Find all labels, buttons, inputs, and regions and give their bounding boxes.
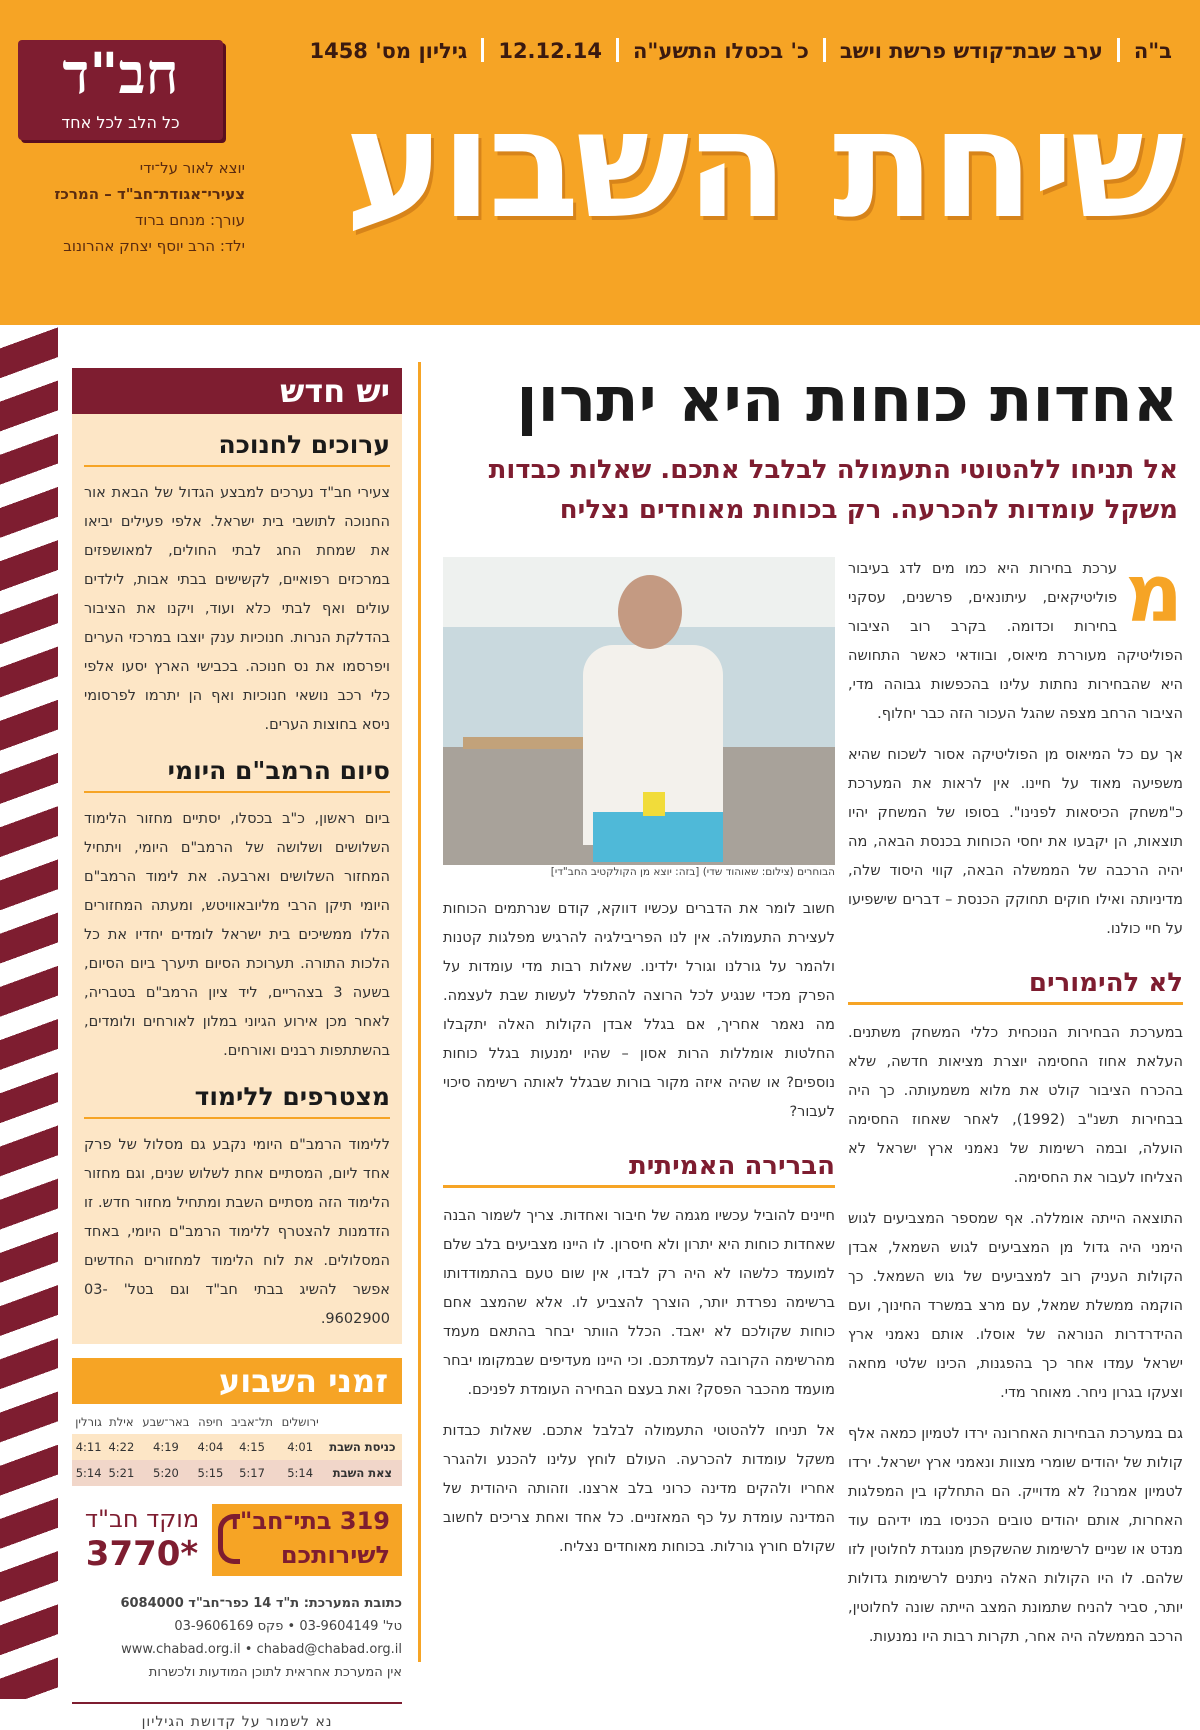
sidebar-section-join <box>84 1066 390 1334</box>
time-cell: 5:14 <box>72 1460 105 1486</box>
issue-date: 12.12.14 <box>498 39 602 63</box>
issue-bh: ב"ה <box>1133 39 1172 63</box>
paragraph-text: ערכת בחירות היא כמו מים לדג בעיבור פוליטיקאים, עיתונאים, פרשנים, עסקני בחירות וכדומה. בקרב רוב הציבור הפוליטיקה מעוררת מיאוס, ובוודאי כאשר התחושה היא שהבחירות נחתות עלינו בהכפשות גבוהה מדי, הציבור הרחב מצפה שהגל העכור הזה כבר יחלוף. <box>848 561 1183 722</box>
times-row <box>72 1460 402 1486</box>
article-paragraph: חשוב לומר את הדברים עכשיו דווקא, קודם שנרתמים הכוחות לעצירת התעמולה. אין לנו הפריבילגיה להרגיש מפלגות קטנות ולהמר על גורלנו וגורל ילדינו. שאלות רבות מדי עומדות על הפרק מכדי שנגיע לכל הרוצה להתפלל לעשות שבת לעצמה. מה נאמר אחריך, אם בגלל אבדן הקולות האלה יתקבלו החלטות אומללות הרות אסון – שהיו ימנעות בגלל כוחות נוספים? או שהיה איזה מקור בורות שבגלל לאותה רשימה סיכוי לעבור? <box>443 901 835 1120</box>
section-subtitle: לא להימורים <box>848 956 1183 1005</box>
shabbat-times-box <box>72 1358 402 1486</box>
issue-separator <box>616 38 619 62</box>
sidebar-section-title: מצטרפים ללימוד <box>84 1066 390 1119</box>
article-paragraph <box>848 547 1183 729</box>
time-cell: 5:17 <box>227 1460 278 1486</box>
photo-voter-head <box>618 575 682 649</box>
times-column-header: ירושלים <box>281 1415 319 1429</box>
times-column-header <box>323 1410 402 1434</box>
times-column-header: גורלין <box>75 1415 102 1429</box>
credit-line: עורך: מנחם ברוד <box>135 211 245 229</box>
time-cell: 4:04 <box>194 1434 226 1460</box>
sanctity-notice: נא לשמור על קדושת הגיליון <box>72 1702 402 1730</box>
newspaper-title: שיחת השבוע <box>344 78 1180 252</box>
section-subtitle: הברירה האמיתית <box>443 1139 835 1188</box>
shabbat-times-table <box>72 1410 402 1486</box>
contact-line: אין המערכת אחראית לתוכן המודעות ולכשרות <box>148 1665 402 1680</box>
hotline-label: מוקד חב"ד <box>84 1505 200 1533</box>
logo-name: חב"ד <box>62 41 179 107</box>
article-paragraph: במערכת הבחירות הנוכחית כללי המשחק משתנים. העלאת אחוז החסימה יוצרת מציאות חדשה, שלא בהכרח הציבור קולט את מלוא משמעותה. כך היה בבחירות תשנ"ב (1992), לאחר שאחוז החסימה הועלה, ובמה רשימות של נאמני ארץ ישראל לא הצליחו לעבור את החסימה. <box>848 1025 1183 1186</box>
photo-desk <box>463 737 583 749</box>
column-divider <box>418 362 421 1662</box>
times-row-label: כניסת השבת <box>323 1434 402 1460</box>
chabad-logo[interactable] <box>18 40 223 140</box>
photo-ballot-envelope <box>643 792 665 816</box>
publisher-credits <box>20 155 245 259</box>
time-cell: 5:14 <box>277 1460 322 1486</box>
time-cell: 5:20 <box>138 1460 195 1486</box>
issue-separator <box>823 38 826 62</box>
article-paragraph: חיינים להוביל עכשיו מגמה של חיבור ואחדות. צריך לשמור הבנה שאחדות כוחות היא יתרון ולא חיסרון. לו היינו מצביעים בלב שלם למועמד כלשהו לא היה רק לבדו, אין שום טעם בהתמודדותו ברשימה נפרדת יותר, הוצרך להצביע לו. אלא שהמצב אחם כוחות שקולכם לא יאבד. הכלל הוותר יבחר בהתאם מעמד מהרשימה הקרובה לעמדתכם. וכי היינו מעדיפים שבמקומו יבחר מועמד מהכבר הפסק? ואת בעצם הבחירה העומדת לפניכם. <box>443 1208 835 1398</box>
hotline-main-text: 319 בתי־חב"ד לשירותכם <box>225 1507 390 1569</box>
sidebar-section-title: סיום הרמב"ם היומי <box>84 740 390 793</box>
article-column-right <box>848 547 1183 1664</box>
credit-line: יוצא לאור על־ידי <box>139 159 245 177</box>
sidebar-section-title: ערוכים לחנוכה <box>84 414 390 467</box>
article-paragraph: גם במערכת הבחירות האחרונה ירדו לטמיון כמאה אלף קולות של יהודים שומרי מצוות ונאמני ארץ ישראל. ירדו לטמיון אמרנו? לא מדוייק. הם התחלקו בין המפלגות האחרות, אותם יהודים טובים הכניסו במו ידיהם עוד מנדט או שניים לרשימות שהשקפתן מנוגדת לחלוטין לזו שלהם. לו היו הקולות האלה ניתנים לרשימות גדולות יותר, סביר להניח שתמונת המצב הייתה שונה לחלוטין, הרכב הממשלה היה אחר, תקרות רבות היו נמנעות. <box>848 1426 1183 1645</box>
times-header-row <box>72 1410 402 1434</box>
times-column-header: אילת <box>109 1415 134 1429</box>
issue-parasha: ערב שבת־קודש פרשת וישב <box>839 39 1103 63</box>
issue-separator <box>1117 38 1120 62</box>
article-paragraph: אל תניחו ללהטוטי התעמולה לבלבל אתכם. שאלות כבדות משקל עומדות להכרעה. העולם לוחץ עלינו להכנע ולהגרר אחריו ולהקים מדינה כרוני בלב ארצנו. וזהותה היהודית של המדינה עומדת על כף המאזניים. כל אחד ואחת צריכים לחשוב שקולם חורץ גורלות. בכוחות מאוחדים נצליח. <box>443 1423 835 1555</box>
editorial-contact <box>72 1592 402 1684</box>
issue-number: גיליון מס' 1458 <box>309 39 468 63</box>
time-cell: 5:21 <box>105 1460 137 1486</box>
time-cell: 4:15 <box>227 1434 278 1460</box>
issue-hebrew-date: כ' בכסלו התשע"ה <box>632 39 809 63</box>
time-cell: 4:01 <box>277 1434 322 1460</box>
times-column-header: חיפה <box>198 1415 223 1429</box>
shabbat-times-header: זמני השבוע <box>72 1358 402 1404</box>
chabad-hotline-ad[interactable] <box>72 1504 402 1576</box>
times-column-header: תל־אביב <box>231 1415 273 1429</box>
decorative-stripes <box>0 325 58 1699</box>
drop-cap: מ <box>1125 547 1183 640</box>
masthead <box>0 0 1200 325</box>
hotline-number-box <box>72 1504 212 1576</box>
credit-line: צעירי־אגודת־חב"ד – המרכז <box>54 185 245 203</box>
sidebar-section-text: ביום ראשון, כ"ב בכסלו, יסתיים מחזור הלימוד השלושים ושלושה של הרמב"ם היומי, ויתחיל המחזור השלושים וארבעה. את לימוד הרמב"ם היומי תיקן הרבי מליובאוויטש, ומעתה המחזורים הללו ממשיכים בית ישראל לומדים יחדיו את כל הלכות התורה. תערוכת הסיום תיערך ביום הסיום, בשעה 3 בצהריים, ליד ציון הרמב"ם בטבריה, לאחר מכן אירוע הגיוני במלון לאורחים ולומדים, בהשתתפות רבנים ואורחים. <box>84 811 390 1059</box>
article-subhead: אל תניחו ללהטוטי התעמולה לבלבל אתכם. שאלות כבדות משקל עומדות להכרעה. רק בכוחות מאוחדים נצליח <box>488 455 1178 525</box>
issue-separator <box>481 38 484 62</box>
time-cell: 4:19 <box>138 1434 195 1460</box>
article-headline: אחדות כוחות היא יתרון <box>516 363 1178 436</box>
times-row-label: צאת השבת <box>323 1460 402 1486</box>
times-column-header: באר־שבע <box>142 1415 190 1429</box>
issue-line <box>309 38 1172 63</box>
sidebar-section-text: צעירי חב"ד נערכים למבצע הגדול של הבאת אור החנוכה לתושבי בית ישראל. אלפי פעילים יביאו את שמחת החג לבתי החולים, למאושפזים במרכזים רפואיים, לקשישים בבתי אבות, לילדים עולים ואף לבתי כלא ועוד, ויקנו את הציבור בהדלקת הנרות. חנוכיות ענק יוצבו במרכזי הערים ויפרסמו את נס חנוכה. בכבישי הארץ יסעו אלפי כלי רכב נושאי חנוכיות ואף הן יתרמו לפרסומי ניסא בחוצות הערים. <box>84 485 390 733</box>
time-cell: 4:11 <box>72 1434 105 1460</box>
times-row <box>72 1434 402 1460</box>
logo-slogan: כל הלב לכל אחד <box>61 113 180 132</box>
article-photo <box>443 557 835 865</box>
phone-handset-icon <box>218 1514 240 1564</box>
photo-ballot-box <box>593 812 723 862</box>
contact-line: כתובת המערכת: ת"ד 14 כפר־חב"ד 6084000 <box>120 1596 402 1611</box>
hotline-banner <box>212 1504 402 1576</box>
sidebar-header: יש חדש <box>72 368 402 414</box>
sidebar-section-hanukkah <box>84 414 390 740</box>
article-paragraph: התוצאה הייתה אומללה. אף שמספר המצביעים לגוש הימני היה גדול מן המצביעים לגוש השמאל, אבדן הקולות העניק רוב למצביעים של גוש השמאל. כך הוקמה ממשלת שמאל, עם מרצ במשרד החינוך, ועם ההידרדרות הנוראה של אוסלו. אותם נאמני ארץ ישראל עמדו אחר כך בהפגנות, הכינו שלטי מחאה וצעקו בגרון ניחר. מאוחר מדי. <box>848 1211 1183 1401</box>
credit-line: ילד: הרב יוסף יצחק אהרונוב <box>63 237 245 255</box>
sidebar-section-rambam <box>84 740 390 1066</box>
contact-web-email[interactable]: www.chabad.org.il • chabad@chabad.org.il <box>121 1642 402 1657</box>
sidebar-body <box>72 414 402 1344</box>
time-cell: 5:15 <box>194 1460 226 1486</box>
article-paragraph: אך עם כל המיאוס מן הפוליטיקה אסור לשכוח שהיא משפיעה מאוד על חיינו. אין לראות את המערכת כ"משחק הכיסאות לפנינו". בסופו של המשחק יהיו תוצאות, הן יקבעו את יחסי הכוחות בכנסת הבאה, מה יהיה הרכבה של הממשלה הבאה, קווי היסוד שלה, מדיניותה ואילו חוקים תחוקק הכנסת – דברים שישפיעו על חיי כולנו. <box>848 747 1183 937</box>
photo-caption: הבוחרים (צילום: שאוהוד שדי) [בזה: יוצא מן הקולקטיב החב"די] <box>550 866 835 878</box>
sidebar-section-text: ללימוד הרמב"ם היומי נקבע גם מסלול של פרק אחד ליום, המסתיים אחת לשלוש שנים, וגם מחזור הלימוד הזה מסתיים השבת ומתחיל מחזור חדש. זו הזדמנות להצטרף ללימוד הרמב"ם היומי, באחד המסלולים. את לוח הלימוד למחזורים החדשים אפשר להשיג בבתי חב"ד וגם בטל' 03-9602900. <box>84 1137 390 1327</box>
news-sidebar <box>72 368 402 1730</box>
article-column-left <box>443 895 835 1574</box>
hotline-number[interactable]: *3770 <box>85 1534 199 1574</box>
contact-line: טל' 03-9604149 • פקס 03-9606169 <box>174 1619 402 1634</box>
time-cell: 4:22 <box>105 1434 137 1460</box>
